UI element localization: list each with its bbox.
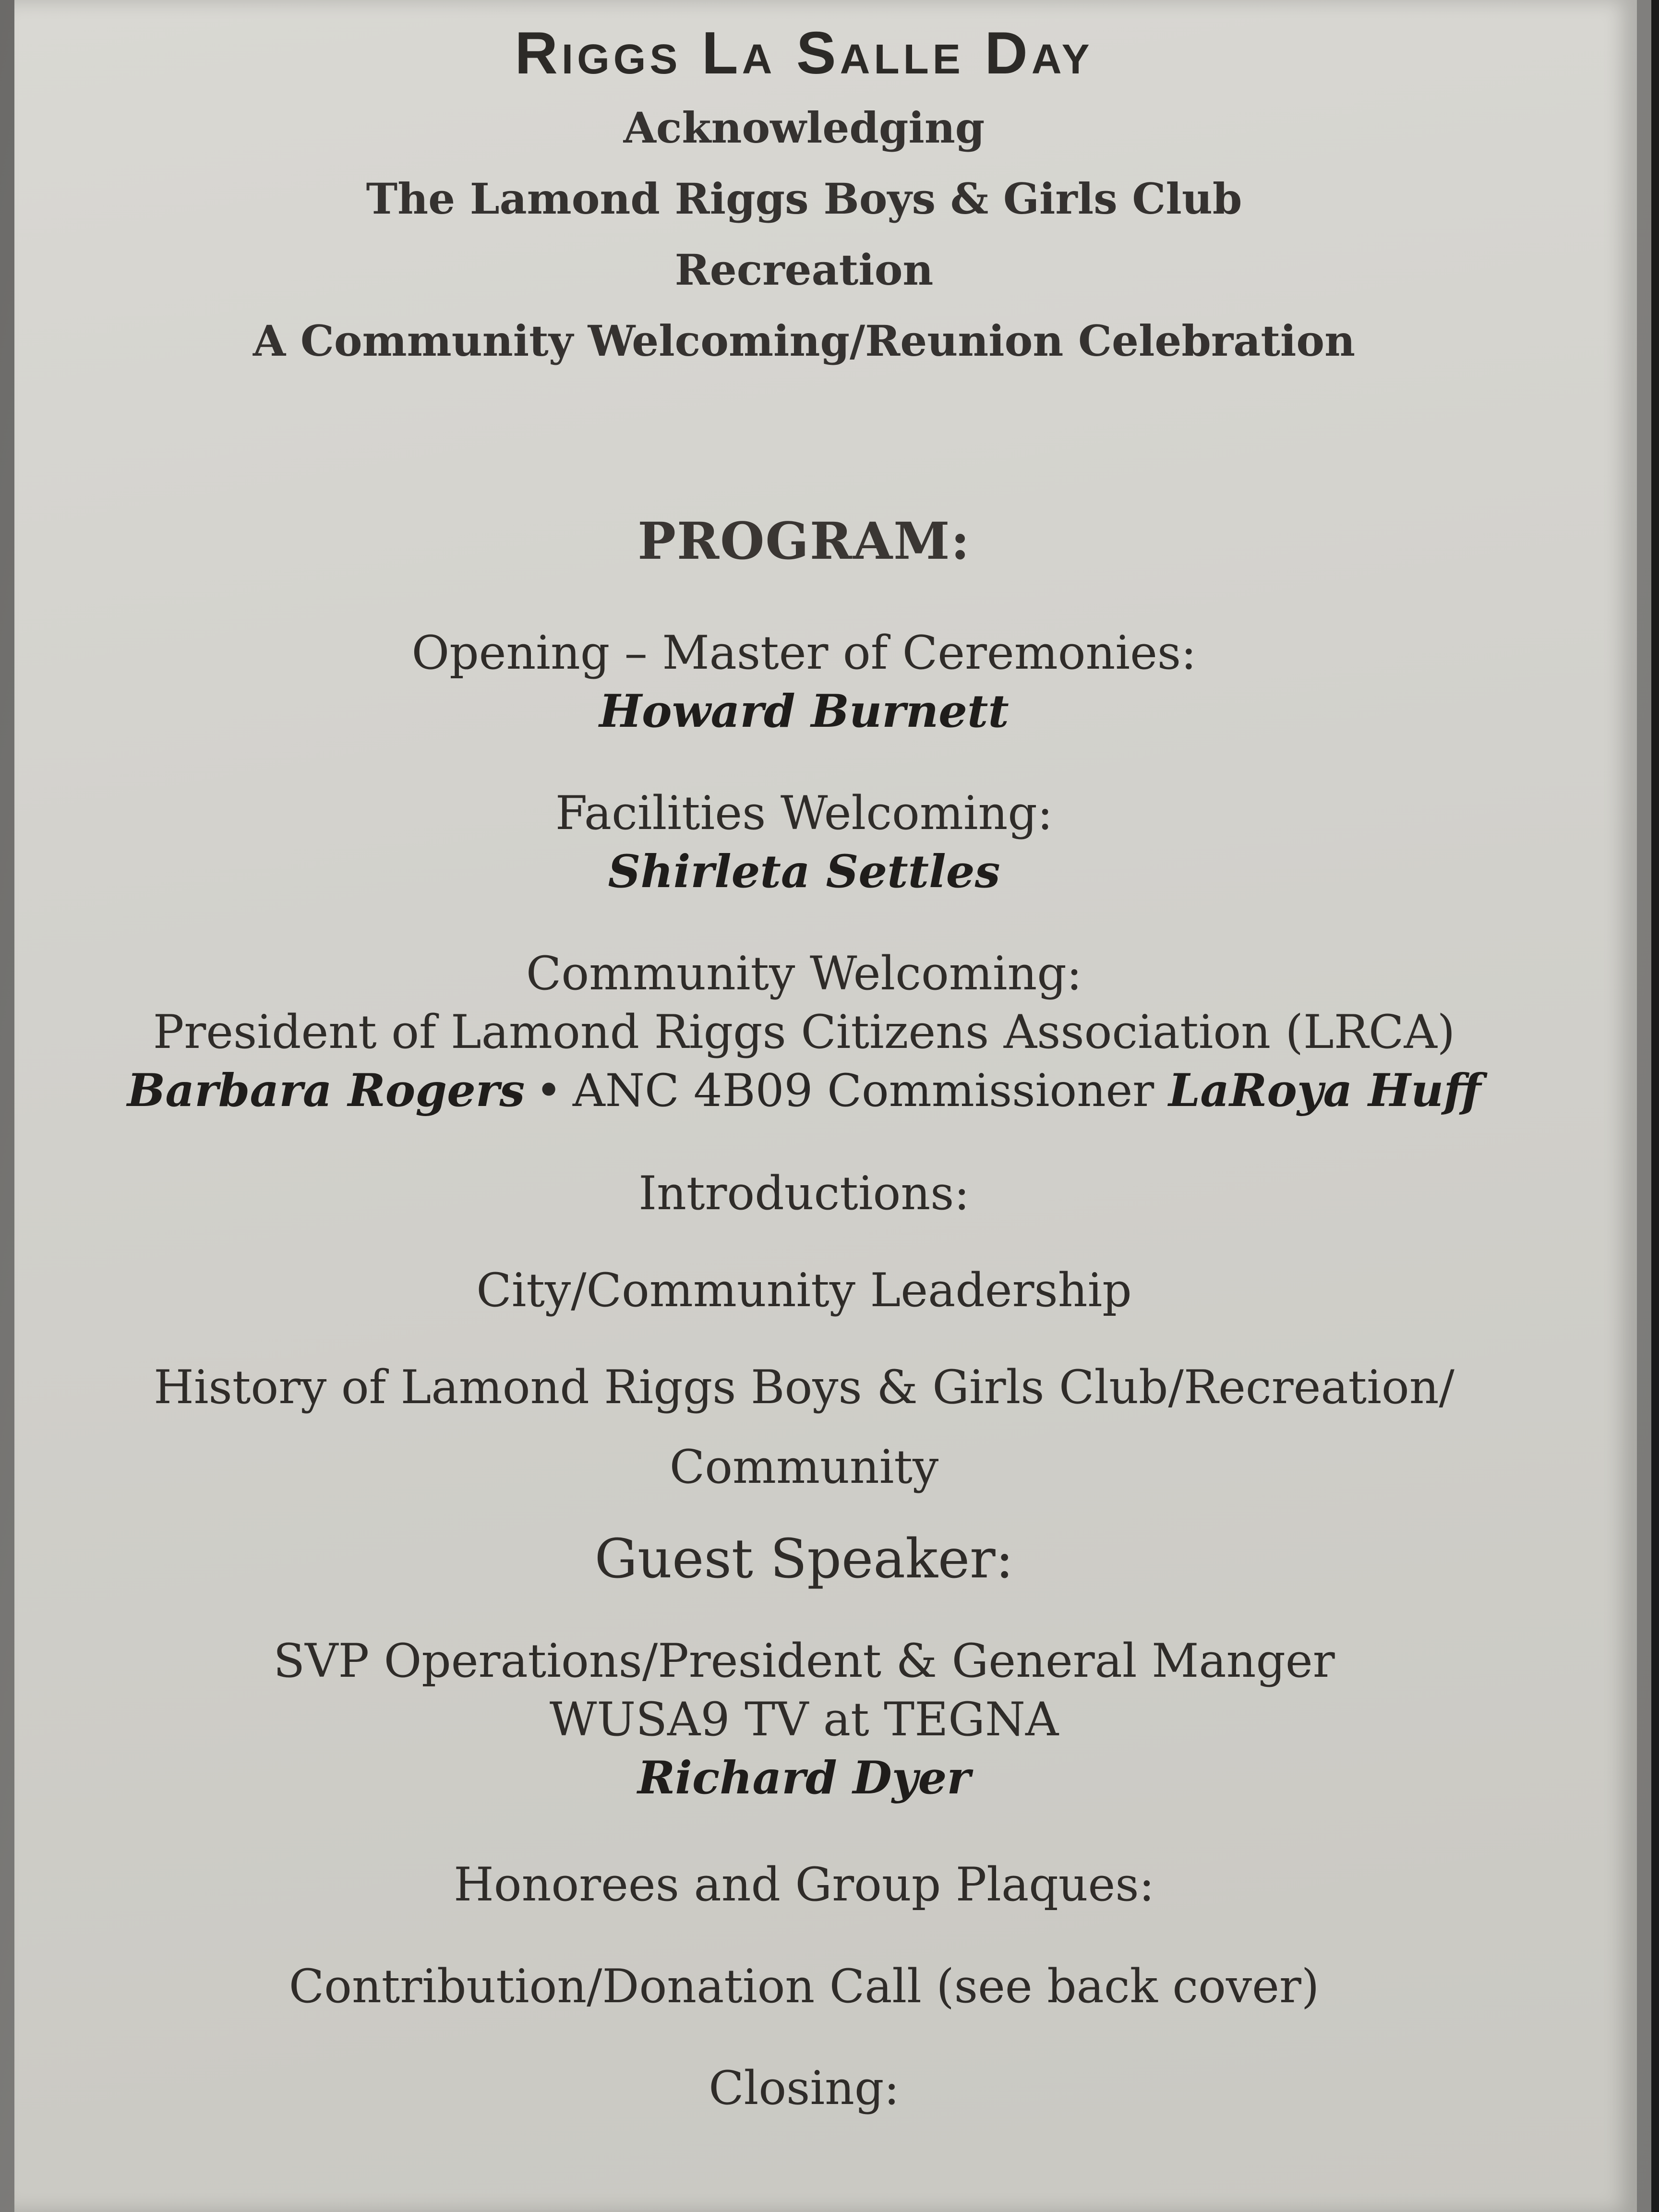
honorees-label: Honorees and Group Plaques: xyxy=(454,1858,1154,1911)
community-role-2: ANC 4B09 Commissioner xyxy=(572,1065,1154,1117)
guest-role-1: SVP Operations/President & General Manger xyxy=(273,1634,1335,1688)
program-heading: PROGRAM: xyxy=(637,511,971,571)
community-role: President of Lamond Riggs Citizens Association (LRCA) xyxy=(153,1005,1455,1059)
opening-section xyxy=(14,624,1594,741)
event-subtitle xyxy=(14,92,1594,376)
program-document xyxy=(14,0,1594,2117)
community-name-2: LaRoya Huff xyxy=(1168,1064,1481,1117)
community-label: Community Welcoming: xyxy=(526,947,1082,1000)
separator-bullet: • xyxy=(535,1065,562,1117)
facilities-name: Shirleta Settles xyxy=(608,845,1000,898)
guest-role-2: WUSA9 TV at TEGNA xyxy=(549,1693,1059,1746)
contribution-label: Contribution/Donation Call (see back cover) xyxy=(289,1960,1320,2013)
program-page xyxy=(14,0,1637,2212)
guest-speaker-label: Guest Speaker: xyxy=(594,1528,1014,1590)
event-title: Riggs La Salle Day xyxy=(515,20,1094,86)
community-section xyxy=(14,944,1594,1121)
guest-name: Richard Dyer xyxy=(637,1752,971,1804)
subtitle-line: Acknowledging xyxy=(623,103,985,153)
opening-label: Opening – Master of Ceremonies: xyxy=(411,626,1197,680)
facilities-label: Facilities Welcoming: xyxy=(555,786,1053,840)
leadership-label: City/Community Leadership xyxy=(476,1263,1132,1317)
history-line-2: Community xyxy=(669,1440,939,1494)
community-names xyxy=(14,1061,1594,1121)
community-name-1: Barbara Rogers xyxy=(127,1064,525,1117)
closing-label: Closing: xyxy=(709,2061,900,2115)
history-section xyxy=(14,1358,1594,1496)
subtitle-line: The Lamond Riggs Boys & Girls Club xyxy=(366,174,1242,224)
subtitle-line: A Community Welcoming/Reunion Celebration xyxy=(252,316,1356,366)
facilities-section xyxy=(14,784,1594,901)
subtitle-line: Recreation xyxy=(674,245,934,295)
page-edge xyxy=(1651,0,1659,2212)
history-line-1: History of Lamond Riggs Boys & Girls Club/Recreation/ xyxy=(154,1360,1455,1414)
guest-section xyxy=(14,1632,1594,1807)
introductions-label: Introductions: xyxy=(638,1166,970,1220)
opening-name: Howard Burnett xyxy=(599,685,1009,738)
